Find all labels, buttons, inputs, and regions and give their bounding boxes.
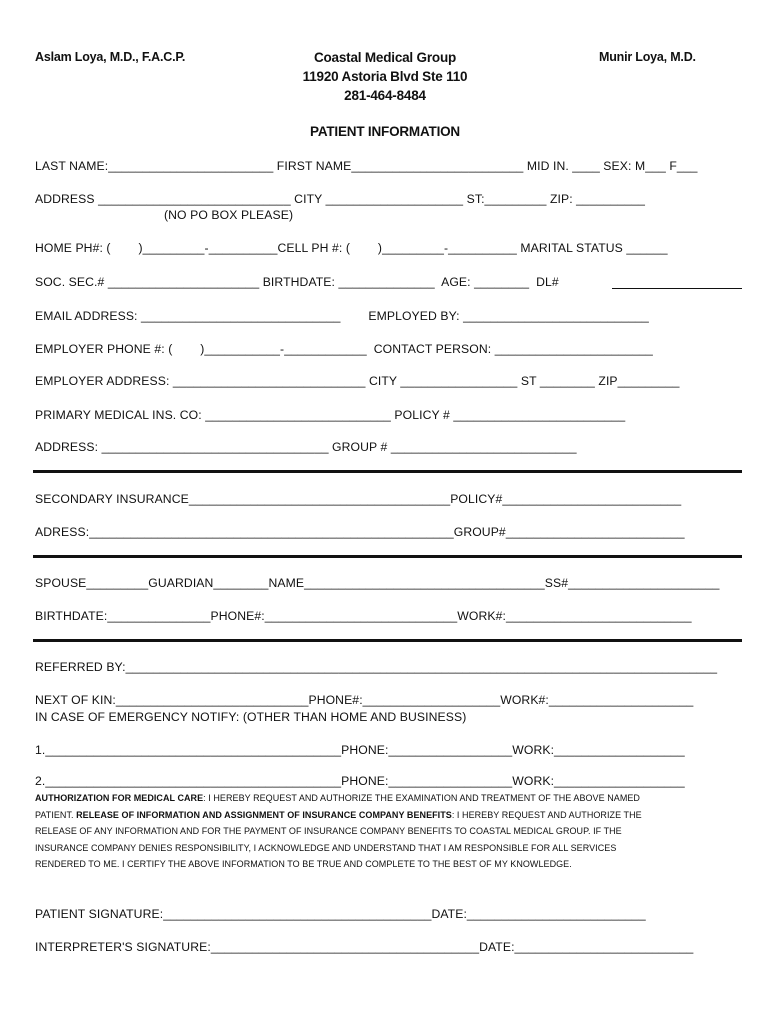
group-phone: 281-464-8484 xyxy=(344,88,426,103)
form-title: PATIENT INFORMATION xyxy=(310,124,460,139)
interpreter-signature-line: INTERPRETER'S SIGNATURE:_______________________________________DATE:__________________________ xyxy=(35,940,694,954)
employer-address-line: EMPLOYER ADDRESS: ____________________________ CITY _________________ ST ________ ZIP_________ xyxy=(35,374,680,388)
emergency-contact-1: 1.___________________________________________PHONE:__________________WORK:___________________ xyxy=(35,743,685,757)
next-of-kin-line: NEXT OF KIN:____________________________PHONE#:____________________WORK#:_____________________ xyxy=(35,693,694,707)
emergency-heading: IN CASE OF EMERGENCY NOTIFY: (OTHER THAN HOME AND BUSINESS) xyxy=(35,710,467,724)
insurance-address-line: ADDRESS: _________________________________ GROUP # ___________________________ xyxy=(35,440,577,454)
left-doctor-name: Aslam Loya, M.D., F.A.C.P. xyxy=(35,50,186,64)
name-line: LAST NAME:________________________ FIRST NAME_________________________ MID IN. ____ SEX: M___ F___ xyxy=(35,159,698,173)
primary-insurance-line: PRIMARY MEDICAL INS. CO: ___________________________ POLICY # _________________________ xyxy=(35,408,626,422)
employer-phone-line: EMPLOYER PHONE #: ( )___________-____________ CONTACT PERSON: _______________________ xyxy=(35,342,653,356)
group-name: Coastal Medical Group xyxy=(313,50,457,65)
spouse-line: SPOUSE_________GUARDIAN________NAME___________________________________SS#______________________ xyxy=(35,576,720,590)
authorization-text-2: : I HEREBY REQUEST AND AUTHORIZE THE RELEASE OF ANY INFORMATION AND FOR THE PAYMENT OF INSURANCE COMPANY BENEFITS TO COASTAL MEDICAL GROUP. IF THE INSURANCE COMPANY DENIES RESPONSIBILITY, I ACKNOWLEDGE AND UNDERSTAND THAT I AM RESPONSIBLE FOR ALL SERVICES RENDERED TO ME. I CERTIFY THE ABOVE INFORMATION TO BE TRUE AND COMPLETE TO THE BEST OF MY KNOWLEDGE. xyxy=(35,809,642,870)
secondary-address-line: ADRESS:_____________________________________________________GROUP#__________________________ xyxy=(35,525,685,539)
referred-by-line: REFERRED BY:______________________________________________________________________________________ xyxy=(35,660,718,674)
authorization-heading: AUTHORIZATION FOR MEDICAL CARE xyxy=(35,793,204,803)
phones-line: HOME PH#: ( )_________-__________CELL PH #: ( )_________-__________ MARITAL STATUS ______ xyxy=(35,241,668,255)
address-line: ADDRESS ____________________________ CITY ____________________ ST:_________ ZIP: __________ xyxy=(35,192,645,206)
birthdate-line: BIRTHDATE:_______________PHONE#:____________________________WORK#:___________________________ xyxy=(35,609,692,623)
release-heading: RELEASE OF INFORMATION AND ASSIGNMENT OF INSURANCE COMPANY BENEFITS xyxy=(76,809,452,820)
section-divider-3 xyxy=(33,639,742,642)
section-divider-2 xyxy=(33,555,742,558)
section-divider-1 xyxy=(33,470,742,473)
authorization-paragraph xyxy=(35,790,645,873)
secondary-insurance-line: SECONDARY INSURANCE______________________________________POLICY#__________________________ xyxy=(35,492,682,506)
soc-sec-line: SOC. SEC.# ______________________ BIRTHDATE: ______________ AGE: ________ DL# xyxy=(35,275,559,289)
emergency-contact-2: 2.___________________________________________PHONE:__________________WORK:___________________ xyxy=(35,774,685,788)
authorization-text-1: : I HEREBY REQUEST AND AUTHORIZE THE EXAMINATION AND TREATMENT OF THE ABOVE NAMED PATIENT. xyxy=(35,793,640,820)
dl-underline xyxy=(612,288,742,289)
email-line: EMAIL ADDRESS: _____________________________ EMPLOYED BY: ___________________________ xyxy=(35,309,649,323)
group-address: 11920 Astoria Blvd Ste 110 xyxy=(302,69,468,84)
right-doctor-name: Munir Loya, M.D. xyxy=(599,50,696,64)
patient-signature-line: PATIENT SIGNATURE:_______________________________________DATE:__________________________ xyxy=(35,907,646,921)
no-po-box-note: (NO PO BOX PLEASE) xyxy=(164,208,294,222)
